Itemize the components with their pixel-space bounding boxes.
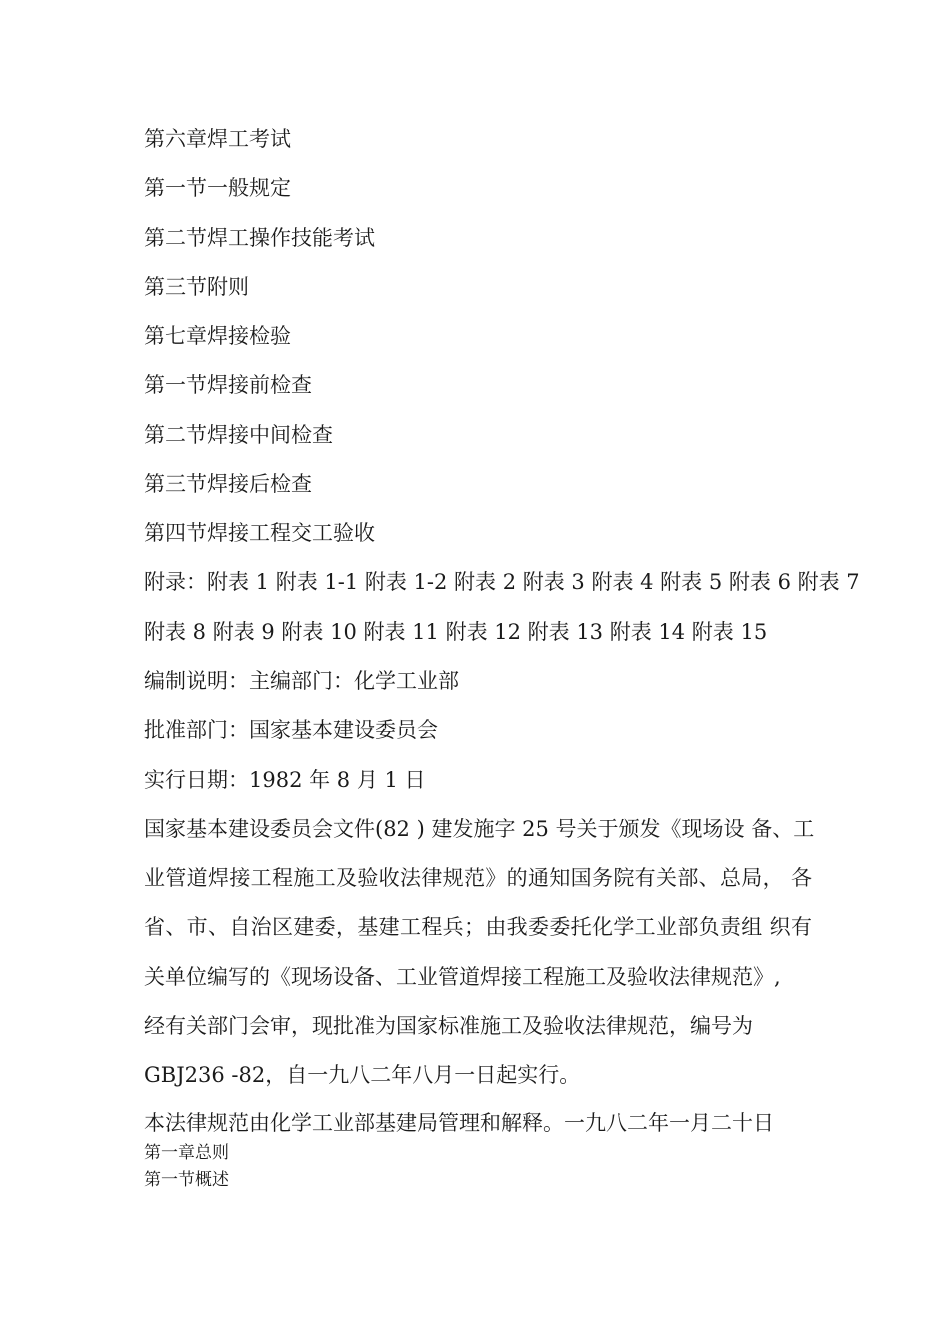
- effective-date: 实行日期：1982 年 8 月 1 日: [144, 768, 426, 792]
- editor-department: 编制说明：主编部门：化学工业部: [144, 669, 459, 693]
- toc-section-7-3: 第三节焊接后检查: [144, 472, 312, 496]
- appendix-line-1: 附录：附表 1 附表 1-1 附表 1-2 附表 2 附表 3 附表 4 附表 5 附表 6 附表 7: [144, 570, 860, 594]
- notice-line-4: 关单位编写的《现场设备、工业管道焊接工程施工及验收法律规范》,: [144, 965, 781, 989]
- toc-section-7-4: 第四节焊接工程交工验收: [144, 521, 375, 545]
- toc-chapter-7: 第七章焊接检验: [144, 324, 291, 348]
- notice-line-2: 业管道焊接工程施工及验收法律规范》的通知国务院有关部、总局， 各: [144, 866, 812, 890]
- toc-section-7-2: 第二节焊接中间检查: [144, 423, 333, 447]
- toc-section-6-3: 第三节附则: [144, 275, 249, 299]
- toc-section-6-1: 第一节一般规定: [144, 176, 291, 200]
- chapter-1-heading: 第一章总则: [144, 1143, 229, 1163]
- appendix-line-2: 附表 8 附表 9 附表 10 附表 11 附表 12 附表 13 附表 14 附表 15: [144, 620, 768, 644]
- notice-line-3: 省、市、自治区建委，基建工程兵；由我委委托化学工业部负责组 织有: [144, 915, 812, 939]
- toc-chapter-6: 第六章焊工考试: [144, 127, 291, 151]
- notice-line-6: GBJ236 -82，自一九八二年八月一日起实行。: [144, 1063, 581, 1087]
- approver-department: 批准部门：国家基本建设委员会: [144, 718, 438, 742]
- notice-line-5: 经有关部门会审，现批准为国家标准施工及验收法律规范，编号为: [144, 1014, 753, 1038]
- notice-line-1: 国家基本建设委员会文件(82 ) 建发施字 25 号关于颁发《现场设 备、工: [144, 817, 815, 841]
- toc-section-7-1: 第一节焊接前检查: [144, 373, 312, 397]
- toc-section-6-2: 第二节焊工操作技能考试: [144, 226, 375, 250]
- section-1-heading: 第一节概述: [144, 1170, 229, 1190]
- closing-statement: 本法律规范由化学工业部基建局管理和解释。一九八二年一月二十日: [144, 1111, 774, 1135]
